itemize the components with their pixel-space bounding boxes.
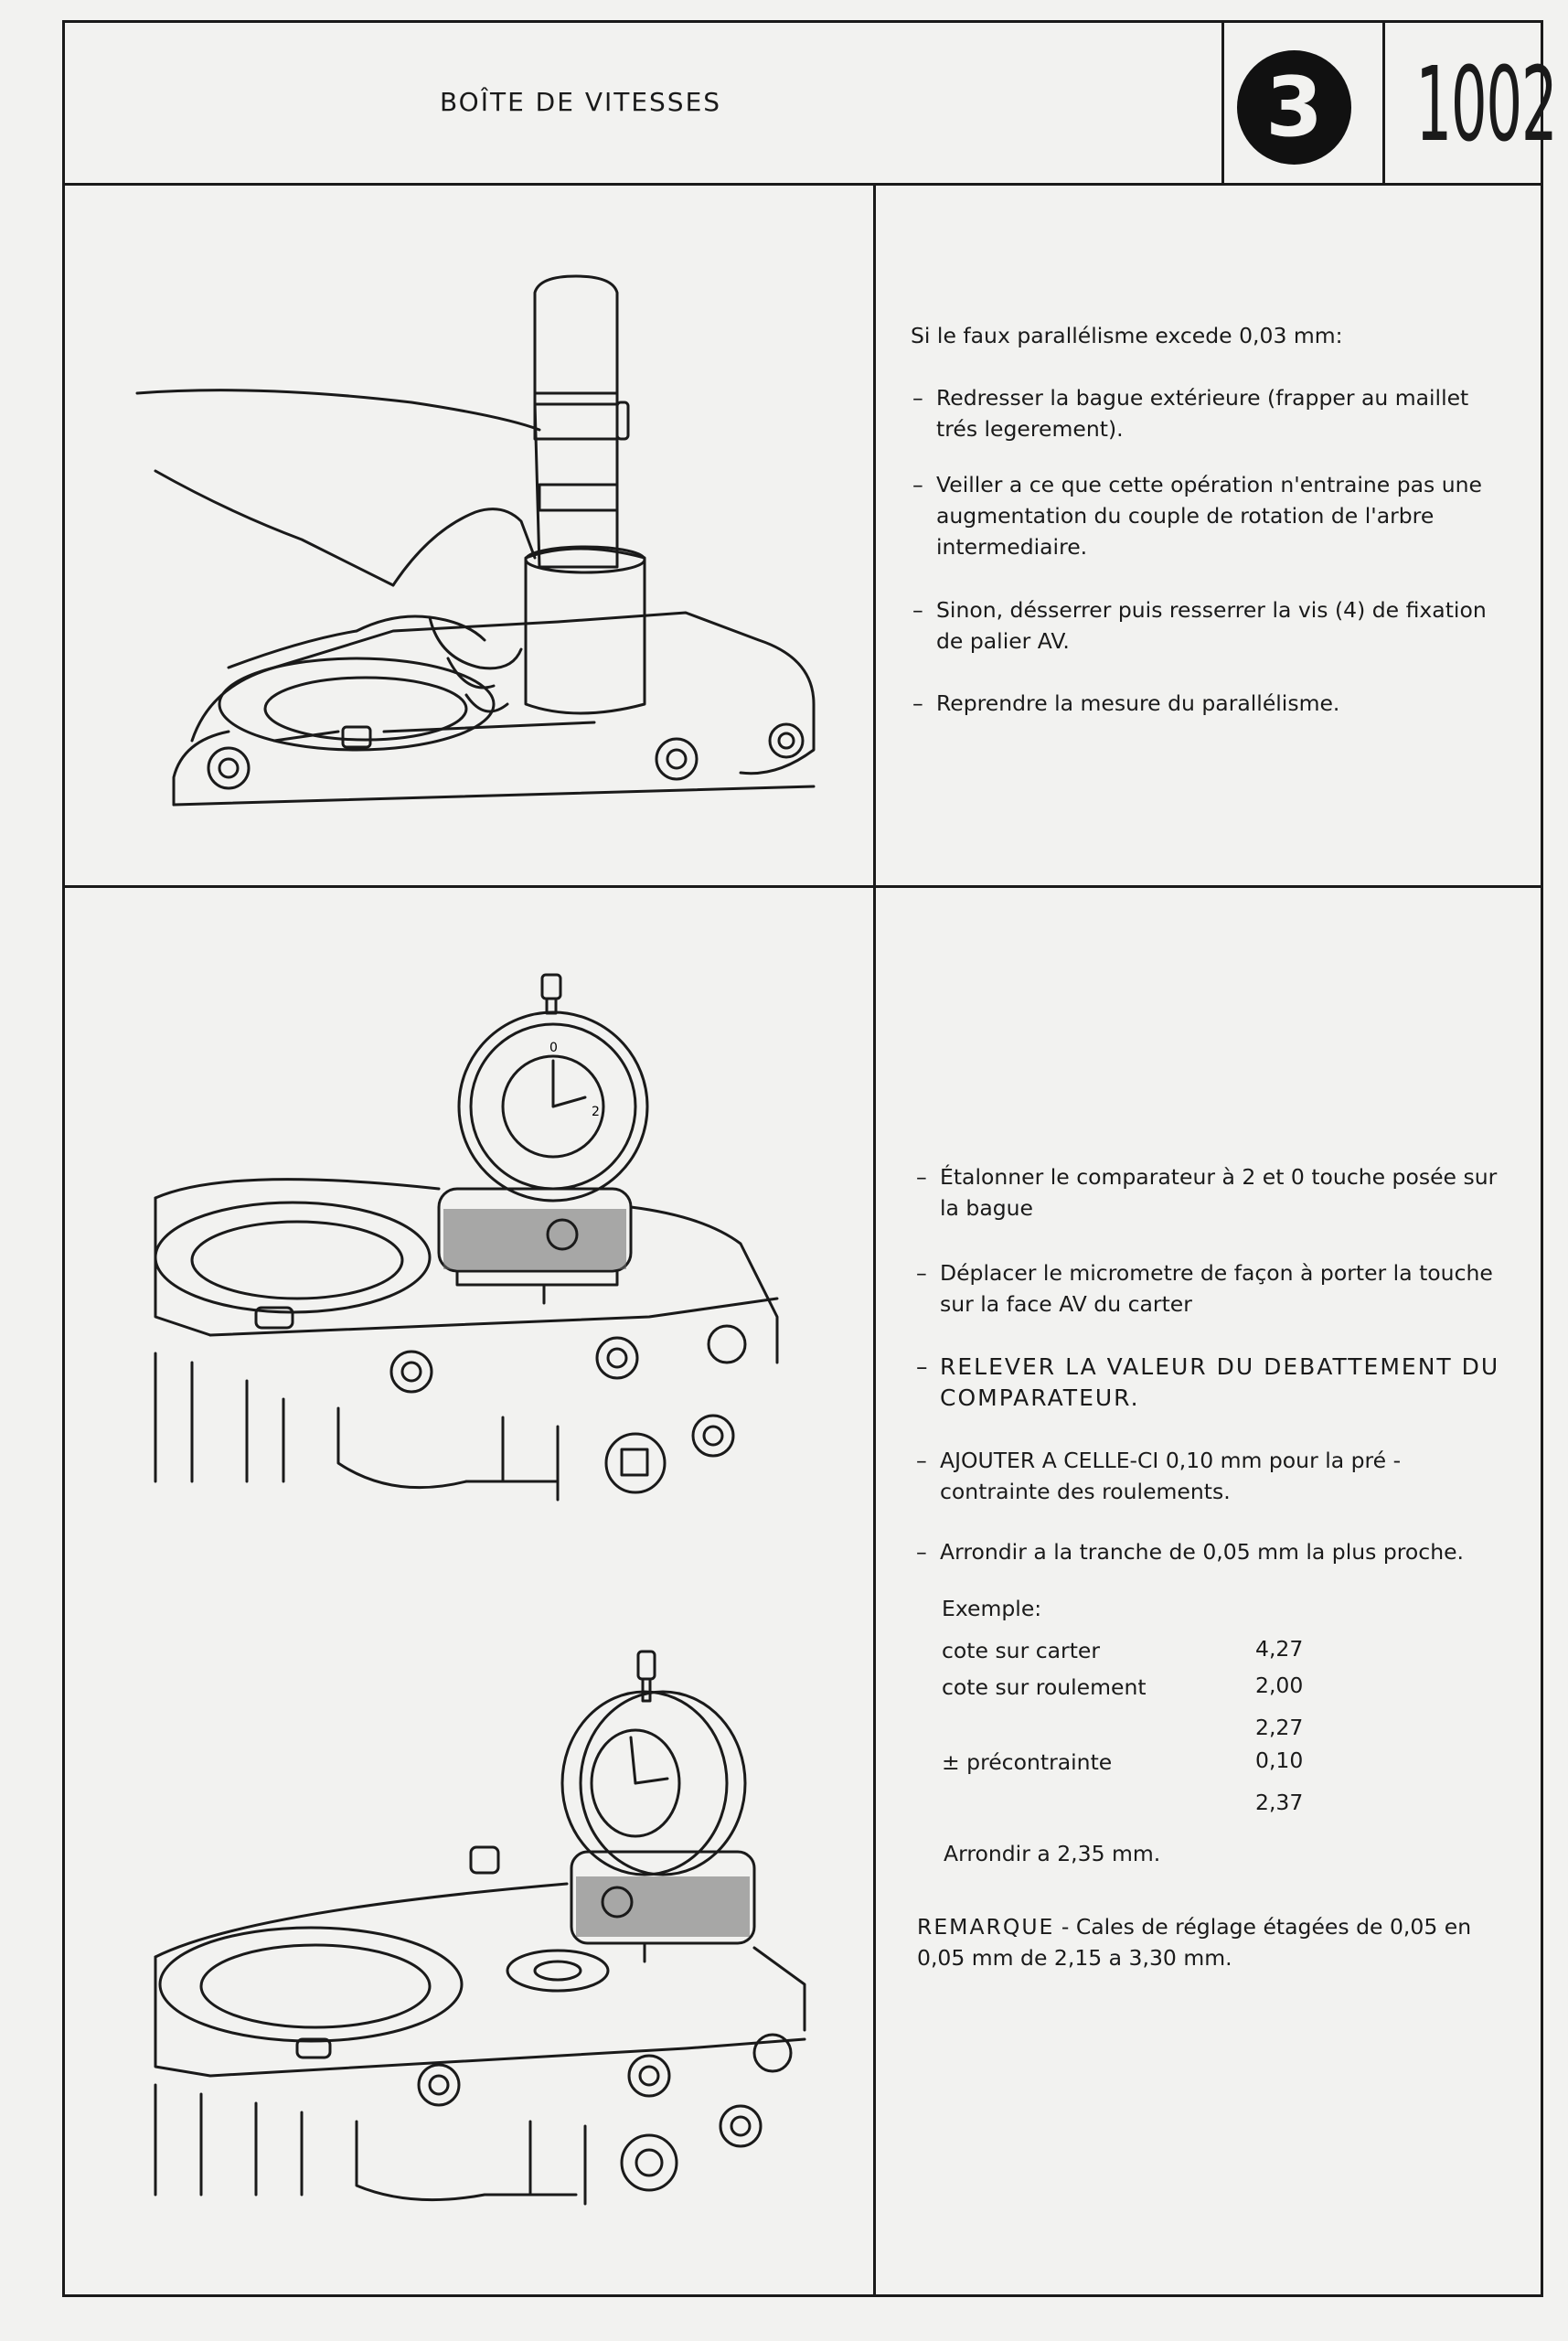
example-label: Exemple: <box>942 1596 1042 1621</box>
remark <box>917 1911 1511 1973</box>
dash: – <box>912 472 923 497</box>
dial-zero-label: 0 <box>549 1041 558 1055</box>
remark-label: REMARQUE <box>917 1914 1055 1940</box>
example-row-1-value: 4,27 <box>1255 1636 1304 1662</box>
row-divider <box>62 885 1543 888</box>
section1-step-2: – Veiller a ce que cette opération n'entraine pas une augmentation du couple de rotation de l'arbre intermediaire. <box>912 469 1507 562</box>
section1-step-3: – Sinon, désserrer puis resserrer la vis (4) de fixation de palier AV. <box>912 594 1507 657</box>
dial-gauge-illustration-1 <box>137 969 832 1518</box>
chapter-badge: 3 <box>1237 50 1351 165</box>
column-divider <box>873 183 876 2297</box>
section2-step-2: – Déplacer le micrometre de façon à porter la touche sur la face AV du carter <box>916 1257 1501 1320</box>
section2-step-5: – Arrondir a la tranche de 0,05 mm la plus proche. <box>916 1536 1529 1567</box>
dash: – <box>916 1448 927 1473</box>
example-row-3-value: 2,27 <box>1255 1715 1304 1740</box>
header-badge-separator-left <box>1221 20 1224 185</box>
example-row-5-value: 2,37 <box>1255 1790 1304 1815</box>
example-row-2-label: cote sur roulement <box>942 1674 1147 1700</box>
dash: – <box>916 1539 927 1565</box>
dial-two-label: 2 <box>592 1105 600 1119</box>
example-row-1-label: cote sur carter <box>942 1638 1101 1663</box>
dash: – <box>912 597 923 623</box>
header-badge-separator-right <box>1382 20 1385 185</box>
section2-step-1: – Étalonner le comparateur à 2 et 0 touche posée sur la bague <box>916 1161 1501 1224</box>
dash: – <box>916 1260 927 1286</box>
rounding-result: Arrondir a 2,35 mm. <box>944 1841 1161 1866</box>
section1-step-4: – Reprendre la mesure du parallélisme. <box>912 688 1507 719</box>
dash: – <box>912 385 923 411</box>
mallet-illustration <box>119 265 832 850</box>
section1-intro: Si le faux parallélisme excede 0,03 mm: <box>911 323 1343 348</box>
page-title: BOÎTE DE VITESSES <box>439 87 722 117</box>
dash: – <box>916 1164 927 1190</box>
remark-text: - Cales de réglage étagées de 0,05 en 0,05 mm de 2,15 a 3,30 mm. <box>917 1914 1472 1971</box>
example-row-4-value: 0,10 <box>1255 1748 1304 1773</box>
example-row-2-value: 2,00 <box>1255 1673 1304 1698</box>
dash: – <box>912 690 923 716</box>
dash: – <box>916 1353 930 1380</box>
page-number: 1002 <box>1415 46 1557 165</box>
example-row-4-label: ± précontrainte <box>942 1749 1113 1775</box>
section2-step-4: – AJOUTER A CELLE-CI 0,10 mm pour la pré -contrainte des roulements. <box>916 1445 1501 1507</box>
header-divider <box>62 183 1543 186</box>
section1-step-1: – Redresser la bague extérieure (frapper au maillet trés legerement). <box>912 382 1507 444</box>
dial-gauge-illustration-2 <box>137 1646 832 2213</box>
section2-step-3: – RELEVER LA VALEUR DU DEBATTEMENT DU COMPARATEUR. <box>916 1353 1500 1411</box>
